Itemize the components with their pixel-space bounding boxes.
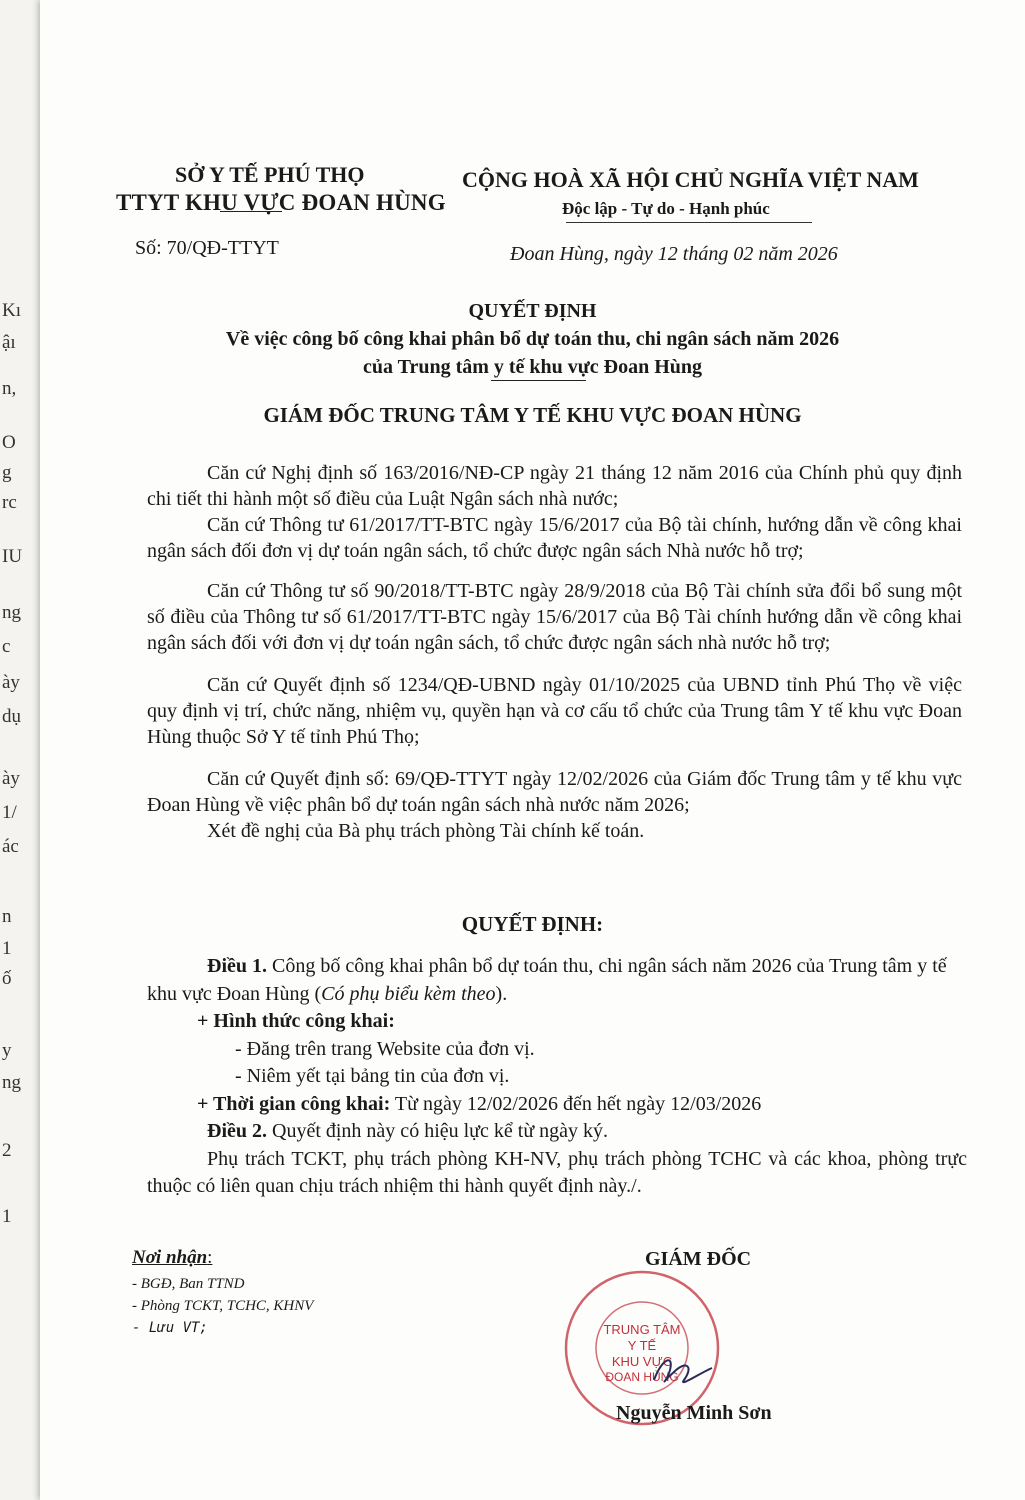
preamble-item: Căn cứ Thông tư 61/2017/TT-BTC ngày 15/6/2017 của Bộ tài chính, hướng dẫn về công khai ngân sách đối đơn vị dự toán ngân sách, tổ chức được ngân sách Nhà nước hỗ trợ; <box>147 514 962 562</box>
behind-char: y <box>2 1040 12 1061</box>
doc-subject-line1: Về việc công bố công khai phân bổ dự toán thu, chi ngân sách năm 2026 <box>225 328 840 350</box>
recipient-item: - BGĐ, Ban TTND <box>132 1276 245 1292</box>
behind-char: Kı <box>2 300 21 321</box>
motto-underline <box>566 222 812 223</box>
behind-char: ày <box>2 768 20 789</box>
behind-char: O <box>2 432 16 453</box>
behind-char: ậı <box>2 332 16 353</box>
article-1-label: Điều 1. <box>207 955 267 977</box>
document-page <box>40 0 1025 1500</box>
recipient-item: - Lưu VT; <box>132 1320 208 1336</box>
articles <box>147 953 967 1201</box>
doc-title: QUYẾT ĐỊNH <box>468 300 597 322</box>
place-date: Đoan Hùng, ngày 12 tháng 02 năm 2026 <box>510 243 838 265</box>
seal-text: ĐOAN HÙNG <box>605 1370 679 1384</box>
recipient-item: - Phòng TCKT, TCHC, KHNV <box>132 1298 314 1314</box>
article-1-end: ). <box>495 982 508 1005</box>
authority-heading: GIÁM ĐỐC TRUNG TÂM Y TẾ KHU VỰC ĐOAN HÙNG <box>263 403 802 427</box>
motto: Độc lập - Tự do - Hạnh phúc <box>562 199 770 218</box>
publicity-form-item: - Niêm yết tại bảng tin của đơn vị. <box>235 1065 510 1087</box>
behind-char: 1 <box>2 938 12 959</box>
behind-char: ng <box>2 1072 21 1093</box>
underlying-page-edge <box>0 0 40 1500</box>
publicity-form-label: + Hình thức công khai: <box>197 1010 395 1032</box>
subject-underline <box>491 380 586 381</box>
behind-char: IU <box>2 546 23 567</box>
recipients-heading: Nơi nhận: <box>132 1247 213 1268</box>
signer-title: GIÁM ĐỐC <box>645 1248 752 1270</box>
execution-clause: Phụ trách TCKT, phụ trách phòng KH-NV, phụ trách phòng TCHC và các khoa, phòng trực thuộc có liên quan chịu trách nhiệm thi hành quyết định này./. <box>147 1147 967 1197</box>
article-2-text: Quyết định này có hiệu lực kể từ ngày ký. <box>272 1120 609 1142</box>
behind-char: 1 <box>2 1206 12 1227</box>
publicity-form-item: - Đăng trên trang Website của đơn vị. <box>235 1037 535 1060</box>
behind-char: ng <box>2 602 21 623</box>
org-name: TTYT KHU VỰC ĐOAN HÙNG <box>116 190 446 215</box>
doc-number: Số: 70/QĐ-TTYT <box>135 237 279 259</box>
preamble <box>147 460 962 844</box>
doc-subject-line2: của Trung tâm y tế khu vực Đoan Hùng <box>362 356 703 378</box>
signer-name: Nguyễn Minh Sơn <box>616 1402 772 1424</box>
behind-char: ày <box>2 672 20 693</box>
publicity-time-text: Từ ngày 12/02/2026 đến hết ngày 12/03/2026 <box>394 1092 762 1115</box>
behind-char: n <box>2 906 12 927</box>
behind-char: 2 <box>2 1140 12 1161</box>
behind-char: dụ <box>2 706 21 727</box>
behind-char: c <box>2 636 11 657</box>
org-parent: SỞ Y TẾ PHÚ THỌ <box>175 162 365 187</box>
behind-char: ố <box>2 968 12 989</box>
org-underline <box>220 211 282 212</box>
article-2-label: Điều 2. <box>207 1120 267 1142</box>
nation-name: CỘNG HOÀ XÃ HỘI CHỦ NGHĨA VIỆT NAM <box>462 167 919 192</box>
preamble-item: Căn cứ Thông tư số 90/2018/TT-BTC ngày 28/9/2018 của Bộ Tài chính sửa đổi bổ sung một số điều của Thông tư số 61/2017/TT-BTC ngày 15/6/2017 của Bộ Tài chính hướng dẫn về công khai ngân sách đối với đơn vị dự toán ngân sách, tổ chức được ngân sách nhà nước hỗ trợ; <box>147 580 962 654</box>
preamble-item: Căn cứ Nghị định số 163/2016/NĐ-CP ngày 21 tháng 12 năm 2016 của Chính phủ quy định chi tiết thi hành một số điều của Luật Ngân sách nhà nước; <box>147 462 962 510</box>
preamble-item: Căn cứ Quyết định số 1234/QĐ-UBND ngày 01/10/2025 của UBND tỉnh Phú Thọ về việc quy định vị trí, chức năng, nhiệm vụ, quyền hạn và cơ cấu tổ chức của Trung tâm Y tế khu vực Đoan Hùng thuộc Sở Y tế tỉnh Phú Thọ; <box>147 674 962 748</box>
behind-char: g <box>2 462 12 483</box>
behind-char: n, <box>2 378 17 399</box>
article-1-text: Công bố công khai phân bổ dự toán thu, chi ngân sách năm 2026 của Trung tâm y tế khu vực Đoan Hùng ( <box>147 955 947 1005</box>
behind-char: ác <box>2 836 19 857</box>
seal-text: TRUNG TÂM <box>603 1322 681 1337</box>
preamble-item: Căn cứ Quyết định số: 69/QĐ-TTYT ngày 12/02/2026 của Giám đốc Trung tâm y tế khu vực Đoan Hùng về việc phân bổ dự toán ngân sách nhà nước năm 2026; <box>147 768 962 816</box>
behind-char: rc <box>2 492 17 513</box>
seal-text: KHU VỰC <box>611 1354 673 1369</box>
article-1-italic: Có phụ biểu kèm theo <box>321 982 496 1005</box>
publicity-time-label: + Thời gian công khai: <box>197 1092 391 1115</box>
decision-heading: QUYẾT ĐỊNH: <box>461 912 604 936</box>
behind-char: 1/ <box>2 802 17 823</box>
preamble-item: Xét đề nghị của Bà phụ trách phòng Tài chính kế toán. <box>207 820 645 842</box>
seal-text: Y TẾ <box>627 1338 657 1353</box>
